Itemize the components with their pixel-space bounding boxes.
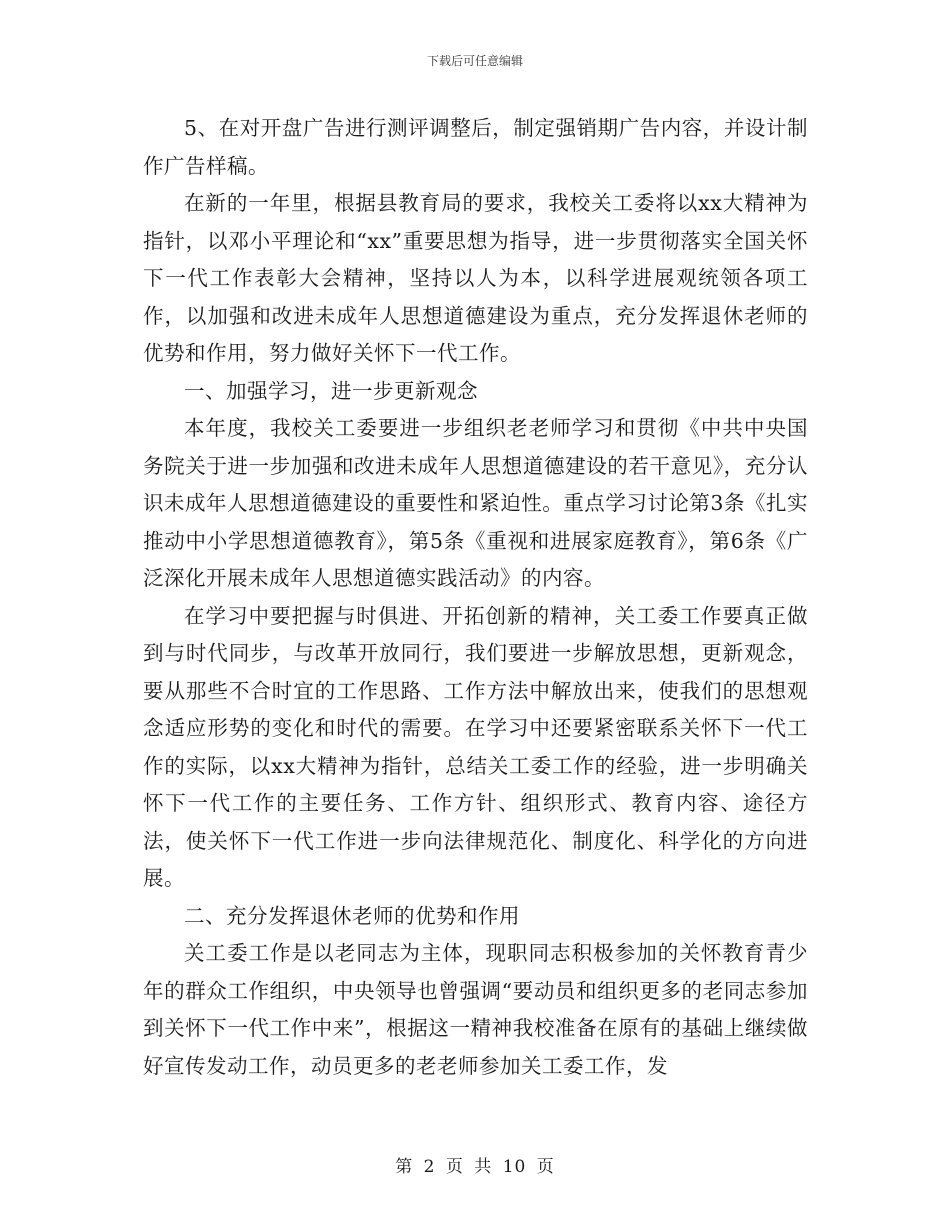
section-heading-1: 一、加强学习，进一步更新观念 — [184, 378, 478, 403]
page-header-note: 下载后可任意编辑 — [426, 54, 523, 68]
paragraph-intro: 在新的一年里，根据县教育局的要求，我校关工委将以xx大精神为指针，以邓小平理论和“xx”重要思想为指导，进一步贯彻落实全国关怀下一代工作表彰大会精神，坚持以人为本，以科学进展观统领各项工作，以加强和改进未成年人思想道德建设为重点，充分发挥退休老师的优势和作用，努力做好关怀下一代工作。 — [143, 191, 808, 365]
paragraph-section-1b: 在学习中要把握与时俱进、开拓创新的精神，关工委工作要真正做到与时代同步，与改革开放同行，我们要进一步解放思想，更新观念，要从那些不合时宜的工作思路、工作方法中解放出来，使我们的思想观念适应形势的变化和时代的需要。在学习中还要紧密联系关怀下一代工作的实际，以xx大精神为指针，总结关工委工作的经验，进一步明确关怀下一代工作的主要任务、工作方针、组织形式、教育内容、途径方法，使关怀下一代工作进一步向法律规范化、制度化、科学化的方向进展。 — [143, 603, 808, 890]
paragraph-section-2a: 关工委工作是以老同志为主体，现职同志积极参加的关怀教育青少年的群众工作组织，中央领导也曾强调“要动员和组织更多的老同志参加到关怀下一代工作中来”，根据这一精神我校准备在原有的基础上继续做好宣传发动工作，动员更多的老老师参加关工委工作，发 — [143, 941, 808, 1078]
document-body — [143, 110, 808, 1085]
paragraph-item-5: 5、在对开盘广告进行测评调整后，制定强销期广告内容，并设计制作广告样稿。 — [143, 116, 808, 178]
section-heading-2: 二、充分发挥退休老师的优势和作用 — [184, 903, 520, 928]
paragraph-section-1a: 本年度，我校关工委要进一步组织老老师学习和贯彻《中共中央国务院关于进一步加强和改进未成年人思想道德建设的若干意见》，充分认识未成年人思想道德建设的重要性和紧迫性。重点学习讨论第3条《扎实推动中小学思想道德教育》，第5条《重视和进展家庭教育》，第6条《广泛深化开展未成年人思想道德实践活动》的内容。 — [143, 416, 808, 590]
page-number: 第 2 页 共 10 页 — [395, 1157, 555, 1177]
